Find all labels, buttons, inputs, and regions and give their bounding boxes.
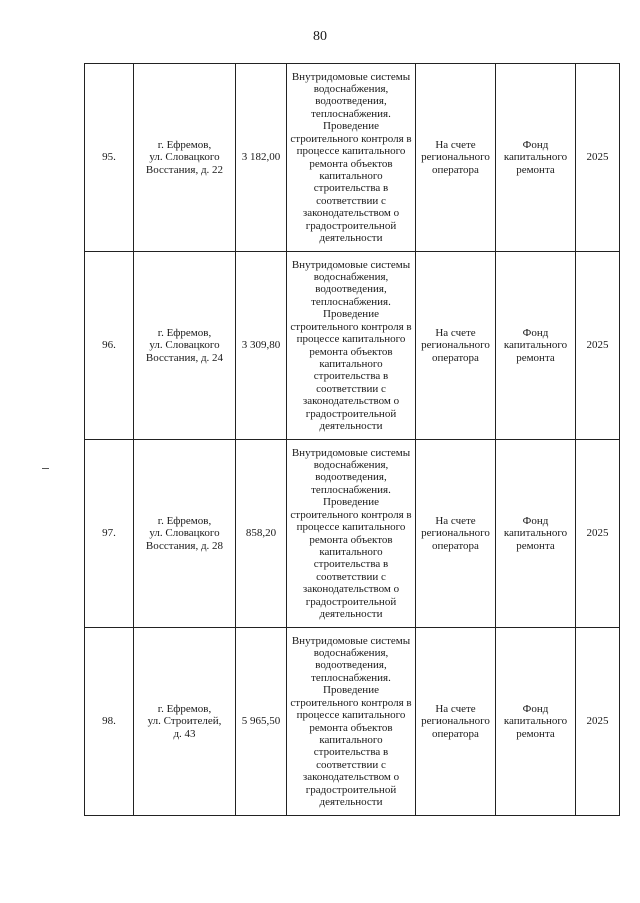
table-row bbox=[85, 252, 620, 440]
table-row bbox=[85, 64, 620, 252]
address-cell: г. Ефремов, ул. Строителей, д. 43 bbox=[134, 628, 236, 816]
account-cell: На счете регионального оператора bbox=[416, 628, 496, 816]
work-description-cell: Внутридомовые системы водоснабжения, водоотведения, теплоснабжения. Проведение строительного контроля в процессе капитального ремонта объектов капитального строительства в соответствии с законодательством о градостроительной деятельности bbox=[287, 64, 416, 252]
row-number: 96. bbox=[85, 252, 134, 440]
account-cell: На счете регионального оператора bbox=[416, 64, 496, 252]
row-number: 98. bbox=[85, 628, 134, 816]
fund-cell: Фонд капитального ремонта bbox=[496, 440, 576, 628]
amount-cell: 5 965,50 bbox=[236, 628, 287, 816]
work-description-cell: Внутридомовые системы водоснабжения, водоотведения, теплоснабжения. Проведение строительного контроля в процессе капитального ремонта объектов капитального строительства в соответствии с законодательством о градостроительной деятельности bbox=[287, 252, 416, 440]
row-number: 97. bbox=[85, 440, 134, 628]
amount-cell: 858,20 bbox=[236, 440, 287, 628]
year-cell: 2025 bbox=[576, 64, 620, 252]
table-row bbox=[85, 628, 620, 816]
row-number: 95. bbox=[85, 64, 134, 252]
address-cell: г. Ефремов, ул. Словацкого Восстания, д. 22 bbox=[134, 64, 236, 252]
fund-cell: Фонд капитального ремонта bbox=[496, 628, 576, 816]
page-number: 80 bbox=[313, 29, 327, 44]
address-cell: г. Ефремов, ул. Словацкого Восстания, д. 28 bbox=[134, 440, 236, 628]
year-cell: 2025 bbox=[576, 252, 620, 440]
account-cell: На счете регионального оператора bbox=[416, 440, 496, 628]
margin-mark bbox=[42, 468, 49, 469]
year-cell: 2025 bbox=[576, 440, 620, 628]
repair-schedule-table bbox=[84, 63, 620, 816]
address-cell: г. Ефремов, ул. Словацкого Восстания, д. 24 bbox=[134, 252, 236, 440]
work-description-cell: Внутридомовые системы водоснабжения, водоотведения, теплоснабжения. Проведение строительного контроля в процессе капитального ремонта объектов капитального строительства в соответствии с законодательством о градостроительной деятельности bbox=[287, 628, 416, 816]
account-cell: На счете регионального оператора bbox=[416, 252, 496, 440]
fund-cell: Фонд капитального ремонта bbox=[496, 252, 576, 440]
amount-cell: 3 182,00 bbox=[236, 64, 287, 252]
table-row bbox=[85, 440, 620, 628]
fund-cell: Фонд капитального ремонта bbox=[496, 64, 576, 252]
work-description-cell: Внутридомовые системы водоснабжения, водоотведения, теплоснабжения. Проведение строительного контроля в процессе капитального ремонта объектов капитального строительства в соответствии с законодательством о градостроительной деятельности bbox=[287, 440, 416, 628]
amount-cell: 3 309,80 bbox=[236, 252, 287, 440]
year-cell: 2025 bbox=[576, 628, 620, 816]
